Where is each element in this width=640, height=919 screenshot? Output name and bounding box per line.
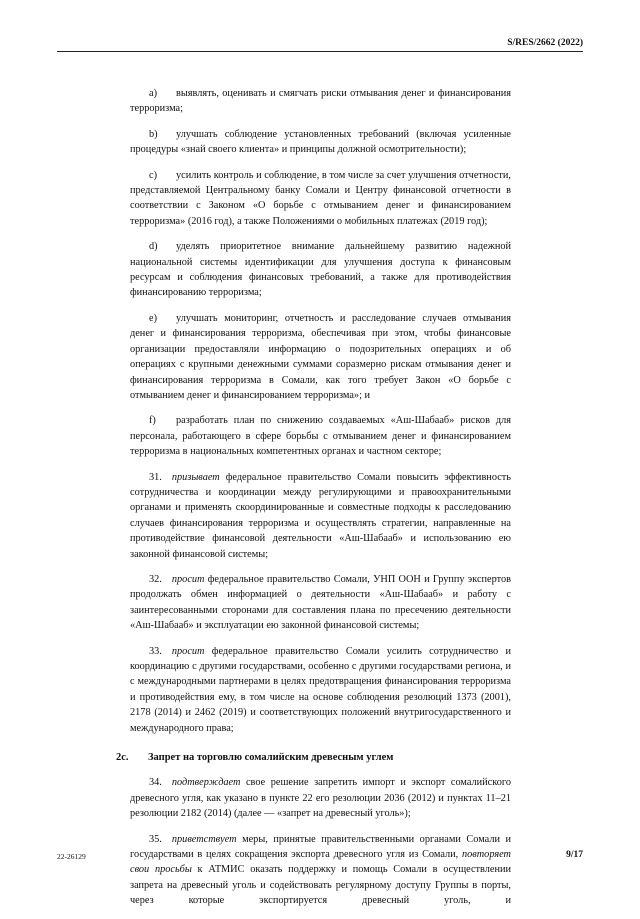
paragraph-text: выявлять, оценивать и смягчать риски отмывания денег и финансирования терроризма; (130, 88, 511, 115)
paragraph-number: 35. (149, 833, 162, 845)
paragraph-33 (130, 644, 511, 736)
paragraph-c (130, 168, 511, 230)
paragraph-b (130, 127, 511, 158)
operative-keyword: просит (171, 573, 205, 585)
paragraph-text: федеральное правительство Сомали, УНП ООН и Группу экспертов продолжать обмен информацией о деятельности «Аш-Шабааб» и работу с заинтересованными сторонами для составления плана по пресечению деятельности «Аш-Шабааб» и эксплуатации ею законной финансовой системы; (130, 573, 511, 632)
header-rule (57, 51, 583, 52)
section-title: Запрет на торговлю сомалийским древесным углем (148, 752, 394, 764)
paragraph-label: a) (149, 88, 157, 99)
paragraph-text: усилить контроль и соблюдение, в том числе за счет улучшения отчетности, представляемой Центральному банку Сомали и Центру финансовой отчетности в соответствии с Законом «О борьбе с отмыванием денег и финансированием терроризма» (2016 год), а также Положениями о мобильных платежах (2019 год); (130, 169, 511, 227)
footer-document-number: 22-26129 (57, 852, 86, 861)
paragraph-label: e) (149, 312, 157, 324)
paragraph-e (130, 311, 511, 403)
paragraph-label: f) (149, 415, 156, 427)
paragraph-35 (130, 832, 511, 909)
paragraph-label: b) (149, 128, 158, 140)
section-heading (116, 750, 511, 765)
paragraph-number: 32. (149, 573, 162, 585)
paragraph-text: свое решение запретить импорт и экспорт сомалийского древесного угля, как указано в пункте 22 его резолюции 2036 (2012) и пунктах 11–21 резолюции 2182 (2014) (далее — «запрет на древесный уголь»); (130, 777, 511, 820)
paragraph-text: уделять приоритетное внимание дальнейшему развитию надежной национальной системы идентификации для улучшения доступа к финансовым ресурсам и соблюдения финансовых требований, а также для противодействия финансированию терроризма; (130, 241, 511, 299)
operative-keyword: просит (171, 645, 205, 657)
operative-keyword: приветствует (171, 833, 237, 845)
paragraph-d (130, 239, 511, 301)
document-body (116, 86, 511, 919)
paragraph-label: c) (149, 169, 157, 181)
paragraph-31 (130, 470, 511, 562)
paragraph-number: 31. (149, 471, 162, 483)
paragraph-number: 34. (149, 777, 162, 789)
paragraph-34 (130, 775, 511, 821)
paragraph-label: d) (149, 241, 158, 253)
operative-keyword-secondary: повторяет свои просьбы (130, 849, 511, 876)
paragraph-text: улучшать соблюдение установленных требований (включая усиленные процедуры «знай своего клиента» и принципы должной осмотрительности); (130, 128, 511, 156)
operative-keyword: подтверждает (171, 777, 241, 789)
paragraph-text: меры, принятые правительственными органами Сомали и государствами в целях сокращения экспорта древесного угля из Сомали, (130, 833, 511, 861)
document-code: S/RES/2662 (2022) (507, 38, 583, 48)
footer-page-number: 9/17 (566, 850, 583, 860)
paragraph-text: федеральное правительство Сомали усилить сотрудничество и координацию с другими государствами, особенно с другими государствами региона, и с международными партнерами в целях предотвращения финансирования терроризма и противодействия ему, в том числе на основе соблюдения резолюций 1373 (2001), 2178 (2014) и 2462 (2019) и соответствующих положений внутригосударственного и международного права; (130, 645, 511, 734)
operative-keyword: призывает (171, 471, 220, 483)
paragraph-f (130, 413, 511, 459)
paragraph-text: разработать план по снижению создаваемых «Аш-Шабааб» рисков для персонала, работающего в сфере борьбы с отмыванием денег и финансированием терроризма в национальных компетентных органах и частном секторе; (130, 415, 511, 458)
paragraph-text-continued: к АТМИС оказать поддержку и помощь Сомали в осуществлении запрета на древесный уголь и содействовать регулярному доступу Группы в порты, через которые экспортируется древесный уголь, и (130, 864, 511, 907)
paragraph-text: улучшать мониторинг, отчетность и расследование случаев отмывания денег и финансирования терроризма, обеспечивая при этом, чтобы финансовые организации предоставляли информацию о подозрительных операциях и об операциях с крупными денежными суммами соразмерно рискам отмывания денег и финансирования терроризма в Сомали, как того требует Закон «О борьбе с отмыванием денег и финансированием терроризма»; и (130, 312, 511, 401)
paragraph-a (130, 86, 511, 117)
paragraph-number: 33. (149, 645, 162, 657)
paragraph-32 (130, 572, 511, 634)
paragraph-text: федеральное правительство Сомали повысить эффективность сотрудничества и координации между регулирующими и правоохранительными органами и применять скоординированные и совместные подходы к расследованию случаев финансирования терроризма и осуществлять стратегии, направленные на противодействие финансовой деятельности «Аш-Шабааб» и использованию ею законной финансовой системы; (130, 471, 511, 560)
section-number: 2c. (116, 752, 129, 764)
